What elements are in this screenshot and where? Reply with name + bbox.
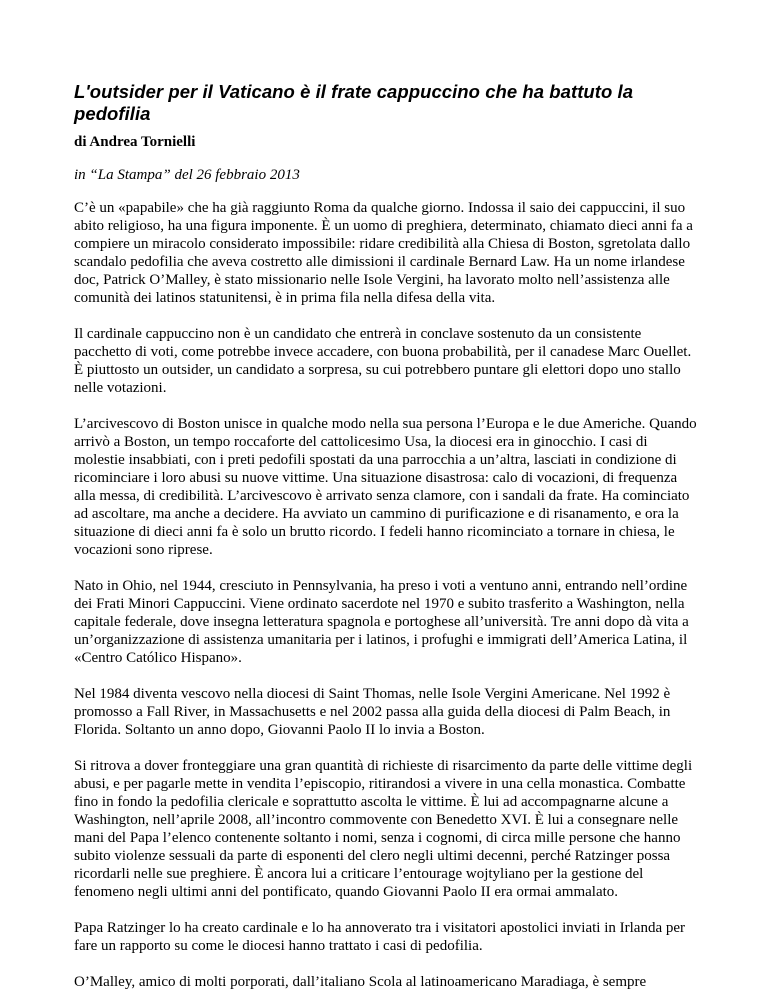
- paragraph: Il cardinale cappuccino non è un candidato che entrerà in conclave sostenuto da un consistente pacchetto di voti, come potrebbe invece accadere, con buona probabilità, per il canadese Marc Ouellet. È piuttosto un outsider, un candidato a sorpresa, su cui potrebbero puntare gli elettori dopo uno stallo nelle votazioni.: [74, 326, 692, 396]
- article-body: [74, 199, 700, 991]
- article-title: L'outsider per il Vaticano è il frate cappuccino che ha battuto la pedofilia: [74, 81, 634, 124]
- article-source: in “La Stampa” del 26 febbraio 2013: [74, 167, 300, 183]
- paragraph: Nato in Ohio, nel 1944, cresciuto in Pennsylvania, ha preso i voti a ventuno anni, entrando nell’ordine dei Frati Minori Cappuccini. Viene ordinato sacerdote nel 1970 e subito trasferito a Washington, nella capitale federale, dove insegna letteratura spagnola e portoghese all’università. Tre anni dopo dà vita a un’organizzazione di assistenza umanitaria per i latinos, i profughi e immigrati dell’America Latina, il «Centro Católico Hispano».: [74, 578, 689, 666]
- paragraph: Si ritrova a dover fronteggiare una gran quantità di richieste di risarcimento da parte delle vittime degli abusi, e per pagarle mette in vendita l’episcopio, ritirandosi a vivere in una cella monastica. Combatte fino in fondo la pedofilia clericale e soprattutto ascolta le vittime. È lui ad accompagnarne alcune a Washington, nell’aprile 2008, all’incontro commovente con Benedetto XVI. È lui a consegnare nelle mani del Papa l’elenco contenente soltanto i nomi, senza i cognomi, di circa mille persone che hanno subito violenze sessuali da parte di esponenti del clero negli ultimi decenni, perché Ratzinger possa ricordarli nelle sue preghiere. È ancora lui a criticare l’entourage wojtyliano per la gestione del fenomeno negli ultimi anni del pontificato, quando Giovanni Paolo II era ormai ammalato.: [74, 758, 693, 900]
- article-author: di Andrea Tornielli: [74, 134, 196, 150]
- paragraph: O’Malley, amico di molti porporati, dall’italiano Scola al latinoamericano Maradiaga, è sempre: [74, 974, 647, 990]
- paragraph: C’è un «papabile» che ha già raggiunto Roma da qualche giorno. Indossa il saio dei cappuccini, il suo abito religioso, ha una figura imponente. È un uomo di preghiera, determinato, chiamato dieci anni fa a compiere un miracolo considerato impossibile: ridare credibilità alla Chiesa di Boston, sgretolata dallo scandalo pedofilia che aveva costretto alle dimissioni il cardinale Bernard Law. Ha un nome irlandese doc, Patrick O’Malley, è stato missionario nelle Isole Vergini, ha lavorato molto nell’assistenza alle comunità dei latinos statunitensi, è in prima fila nella difesa della vita.: [74, 200, 693, 306]
- paragraph: Nel 1984 diventa vescovo nella diocesi di Saint Thomas, nelle Isole Vergini Americane. Nel 1992 è promosso a Fall River, in Massachusetts e nel 2002 passa alla guida della diocesi di Palm Beach, in Florida. Soltanto un anno dopo, Giovanni Paolo II lo invia a Boston.: [74, 686, 671, 738]
- document-page: [74, 81, 700, 991]
- paragraph: Papa Ratzinger lo ha creato cardinale e lo ha annoverato tra i visitatori apostolici inviati in Irlanda per fare un rapporto su come le diocesi hanno trattato i casi di pedofilia.: [74, 920, 686, 954]
- paragraph: L’arcivescovo di Boston unisce in qualche modo nella sua persona l’Europa e le due Americhe. Quando arrivò a Boston, un tempo roccaforte del cattolicesimo Usa, la diocesi era in ginocchio. I casi di molestie insabbiati, con i preti pedofili spostati da una parrocchia a un’altra, lasciati in condizione di ricominciare i loro abusi su nuove vittime. Una situazione disastrosa: calo di vocazioni, di frequenza alla messa, di credibilità. L’arcivescovo è arrivato senza clamore, con i sandali da frate. Ha cominciato ad ascoltare, ma anche a decidere. Ha avviato un cammino di purificazione e di risanamento, e ora la situazione di dieci anni fa è solo un brutto ricordo. I fedeli hanno ricominciato a tornare in chiesa, le vocazioni sono riprese.: [74, 416, 697, 558]
